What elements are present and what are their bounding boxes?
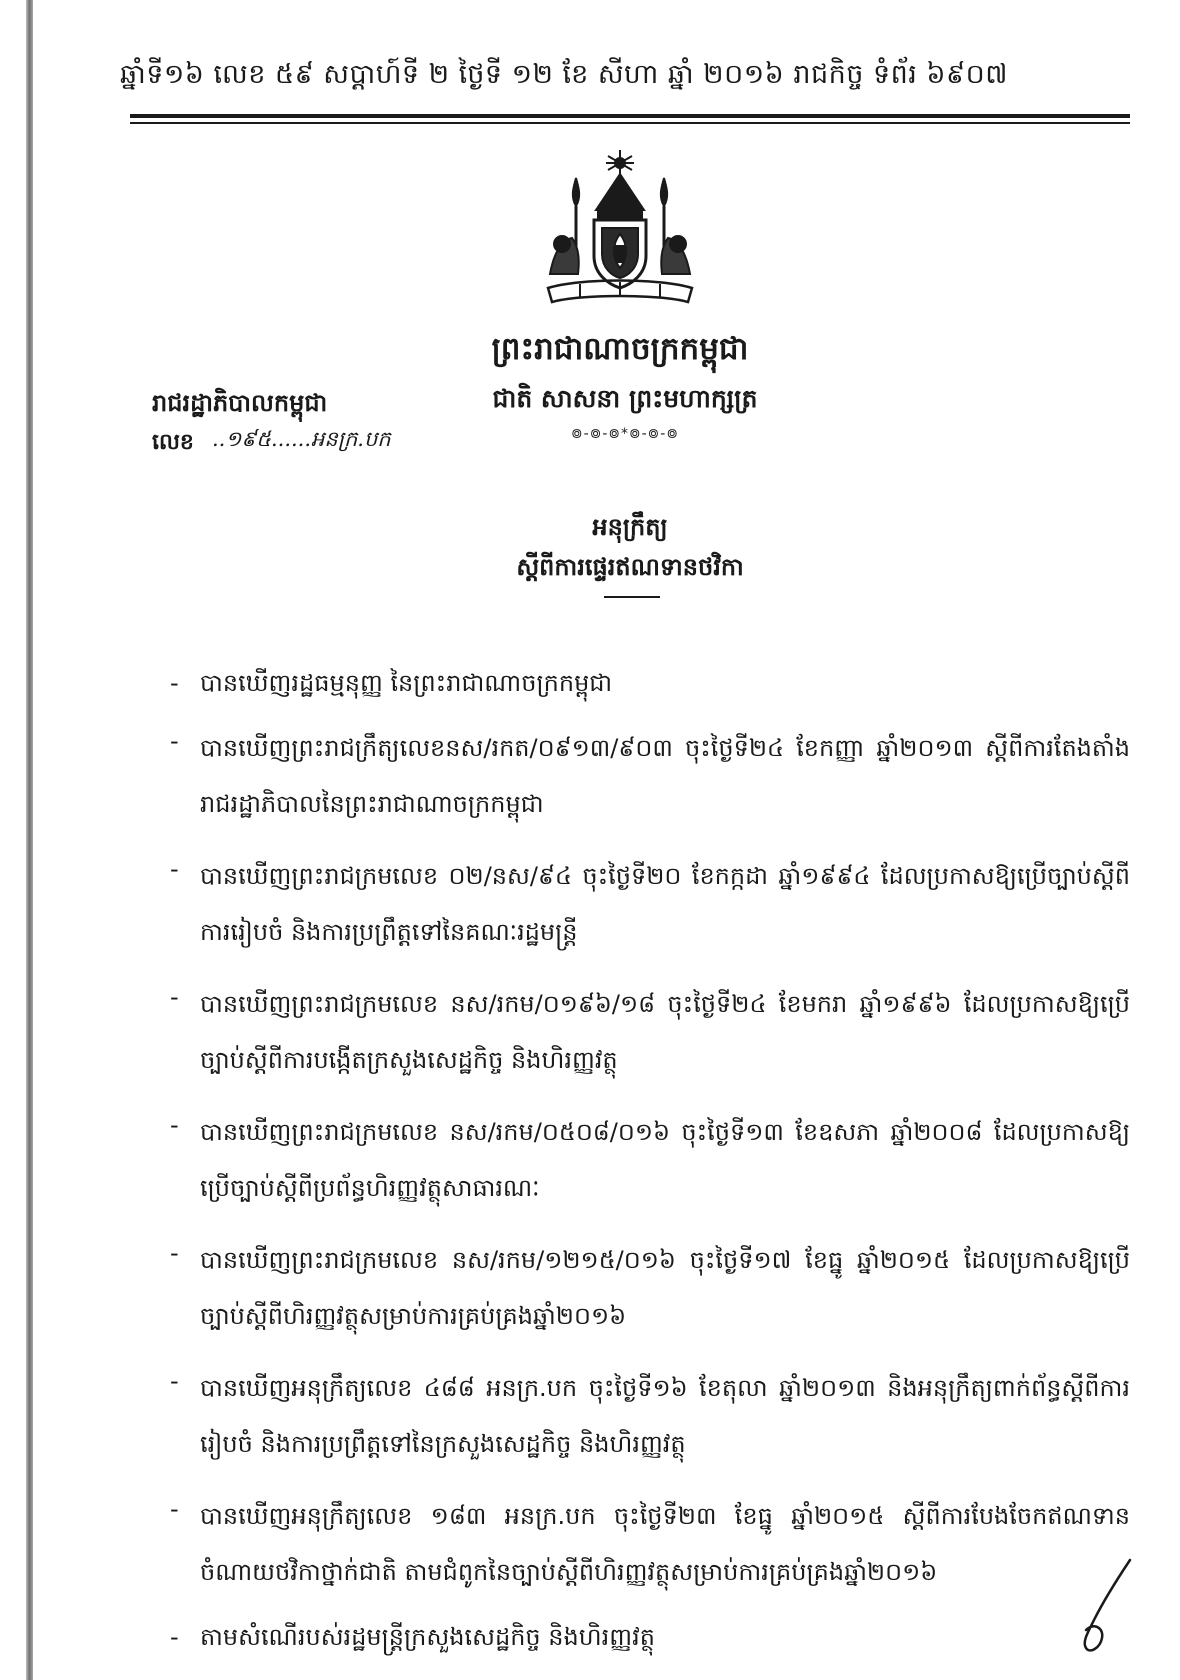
bullet: - — [170, 1367, 179, 1395]
list-item — [170, 848, 1130, 960]
list-item — [170, 1104, 1130, 1216]
list-item-text: បានឃើញព្រះរាជក្រឹត្យលេខនស/រកត/០៩១៣/៩០៣ ចុះថ្ងៃទី២៤ ខែកញ្ញា ឆ្នាំ២០១៣ ស្តីពីការតែងតាំងរាជរដ្ឋាភិបាលនៃព្រះរាជាណាចក្រកម្ពុជា — [200, 734, 1130, 818]
list-item — [170, 720, 1130, 832]
bullet: - — [170, 1623, 179, 1651]
list-item — [170, 662, 1130, 704]
document-subject: ស្តីពីការផ្ទេរឥណទានថវិកា — [516, 553, 744, 581]
header-rule-thick — [130, 114, 1130, 118]
national-motto: ជាតិ សាសនា ព្រះមហាក្សត្រ — [492, 384, 758, 413]
list-item-text: តាមសំណើរបស់រដ្ឋមន្ត្រីក្រសួងសេដ្ឋកិច្ច និងហិរញ្ញវត្ថុ — [200, 1623, 655, 1651]
bullet: - — [170, 983, 179, 1011]
bullet: - — [170, 855, 179, 883]
list-item-text: បានឃើញអនុក្រឹត្យលេខ ១៨៣ អនក្រ.បក ចុះថ្ងៃទី២៣ ខែធ្នូ ឆ្នាំ២០១៥ ស្តីពីការបែងចែកឥណទានចំណាយថវិកាថ្នាក់ជាតិ តាមជំពូកនៃច្បាប់ស្តីពីហិរញ្ញវត្ថុសម្រាប់ការគ្រប់គ្រងឆ្នាំ២០១៦ — [200, 1502, 1130, 1586]
subject-underline — [604, 596, 660, 598]
binding-line — [26, 0, 33, 1680]
list-item-text: បានឃើញរដ្ឋធម្មនុញ្ញ នៃព្រះរាជាណាចក្រកម្ពុជា — [200, 669, 613, 697]
gazette-header: ឆ្នាំទី១៦ លេខ ៥៩ សប្តាហ៍ទី ២ ថ្ងៃទី ១២ ខែ សីហា ឆ្នាំ ២០១៦ រាជកិច្ច ទំព័រ ៦៩០៧ — [120, 59, 1008, 90]
reference-label: លេខ — [152, 430, 194, 455]
considerations-list — [170, 662, 1130, 1674]
list-item-text: បានឃើញព្រះរាជក្រមលេខ ០២/នស/៩៤ ចុះថ្ងៃទី២០ ខែកក្កដា ឆ្នាំ១៩៩៤ ដែលប្រកាសឱ្យប្រើច្បាប់ស្តីពីការរៀបចំ និងការប្រព្រឹត្តទៅនៃគណៈរដ្ឋមន្ត្រី — [200, 862, 1130, 946]
bullet: - — [170, 727, 179, 755]
list-item-text: បានឃើញអនុក្រឹត្យលេខ ៤៨៨ អនក្រ.បក ចុះថ្ងៃទី១៦ ខែតុលា ឆ្នាំ២០១៣ និងអនុក្រឹត្យពាក់ព័ន្ធស្តីពីការរៀបចំ និងការប្រព្រឹត្តទៅនៃក្រសួងសេដ្ឋកិច្ច និងហិរញ្ញវត្ថុ — [200, 1374, 1130, 1458]
bullet: - — [170, 1239, 179, 1267]
list-item-text: បានឃើញព្រះរាជក្រមលេខ នស/រកម/១២១៥/០១៦ ចុះថ្ងៃទី១៧ ខែធ្នូ ឆ្នាំ២០១៥ ដែលប្រកាសឱ្យប្រើច្បាប់ស្តីពីហិរញ្ញវត្ថុសម្រាប់ការគ្រប់គ្រងឆ្នាំ២០១៦ — [200, 1246, 1130, 1330]
kingdom-title: ព្រះរាជាណាចក្រកម្ពុជា — [491, 331, 749, 367]
issuing-government: រាជរដ្ឋាភិបាលកម្ពុជា — [152, 389, 328, 417]
list-item — [170, 1488, 1130, 1600]
document-type: អនុក្រឹត្យ — [592, 513, 668, 541]
reference-number: ..១៩៥......អនក្រ.បក — [212, 427, 391, 451]
bullet: - — [170, 1495, 179, 1523]
motto-ornament: ៙-៙-៙*៙-៙-៙ — [571, 426, 679, 442]
list-item-text: បានឃើញព្រះរាជក្រមលេខ នស/រកម/០៥០៨/០១៦ ចុះថ្ងៃទី១៣ ខែឧសភា ឆ្នាំ២០០៨ ដែលប្រកាសឱ្យប្រើច្បាប់ស្តីពីប្រព័ន្ធហិរញ្ញវត្ថុសាធារណៈ — [200, 1118, 1130, 1202]
bullet: - — [170, 669, 179, 697]
list-item — [170, 1232, 1130, 1344]
list-item — [170, 1360, 1130, 1472]
header-rule-thin — [130, 122, 1130, 124]
bullet: - — [170, 1111, 179, 1139]
handwritten-initial-signature — [1060, 1556, 1140, 1656]
list-item — [170, 976, 1130, 1088]
list-item-text: បានឃើញព្រះរាជក្រមលេខ នស/រកម/០១៩៦/១៨ ចុះថ្ងៃទី២៤ ខែមករា ឆ្នាំ១៩៩៦ ដែលប្រកាសឱ្យប្រើច្បាប់ស្តីពីការបង្កើតក្រសួងសេដ្ឋកិច្ច និងហិរញ្ញវត្ថុ — [200, 990, 1130, 1074]
list-item — [170, 1616, 1130, 1658]
royal-coat-of-arms-emblem — [540, 148, 700, 318]
